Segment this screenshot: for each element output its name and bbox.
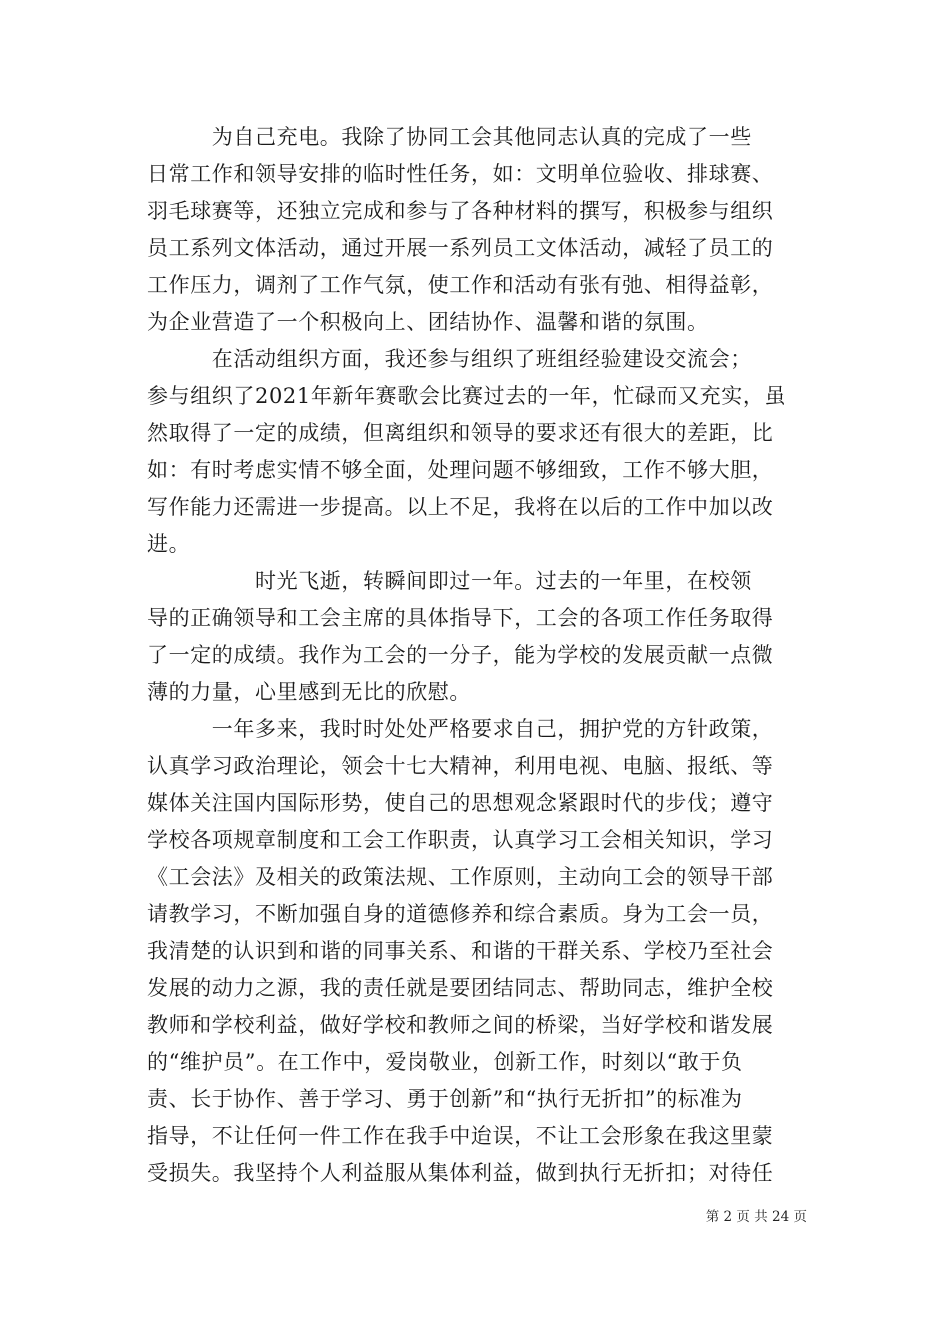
text-line: 如：有时考虑实情不够全面，处理问题不够细致，工作不够大胆， (147, 458, 774, 482)
text-line: 一年多来，我时时处处严格要求自己，拥护党的方针政策， (147, 717, 774, 741)
text-line: 受损失。我坚持个人利益服从集体利益，做到执行无折扣；对待任 (147, 1161, 774, 1185)
text-line: 了一定的成绩。我作为工会的一分子，能为学校的发展贡献一点微 (147, 643, 774, 667)
text-line: 指导，不让任何一件工作在我手中迨误，不让工会形象在我这里蒙 (147, 1124, 774, 1148)
text-line: 时光飞逝，转瞬间即过一年。过去的一年里，在校领 (147, 569, 752, 593)
text-line: 员工系列文体活动，通过开展一系列员工文体活动，减轻了员工的 (147, 236, 774, 260)
text-line: 请教学习，不断加强自身的道德修养和综合素质。身为工会一员， (147, 902, 774, 926)
text-line: 《工会法》及相关的政策法规、工作原则，主动向工会的领导干部 (147, 865, 774, 889)
text-line: 教师和学校利益，做好学校和教师之间的桥梁，当好学校和谐发展 (147, 1013, 774, 1037)
text-line: 日常工作和领导安排的临时性任务，如：文明单位验收、排球赛、 (147, 162, 774, 186)
text-line: 参与组织了2021年新年赛歌会比赛过去的一年，忙碌而又充实，虽 (147, 384, 787, 408)
text-line: 然取得了一定的成绩，但离组织和领导的要求还有很大的差距，比 (147, 421, 774, 445)
text-line: 在活动组织方面，我还参与组织了班组经验建设交流会； (147, 347, 752, 371)
text-line: 学校各项规章制度和工会工作职责，认真学习工会相关知识，学习 (147, 828, 774, 852)
text-line: 认真学习政治理论，领会十七大精神，利用电视、电脑、报纸、等 (147, 754, 774, 778)
text-line: 发展的动力之源，我的责任就是要团结同志、帮助同志，维护全校 (147, 976, 774, 1000)
text-line: 责、长于协作、善于学习、勇于创新”和“执行无折扣”的标准为 (147, 1087, 743, 1111)
text-line: 工作压力，调剂了工作气氛，使工作和活动有张有弛、相得益彰， (147, 273, 774, 297)
text-line: 导的正确领导和工会主席的具体指导下，工会的各项工作任务取得 (147, 606, 774, 630)
text-line: 媒体关注国内国际形势，使自己的思想观念紧跟时代的步伐；遵守 (147, 791, 774, 815)
text-line: 羽毛球赛等，还独立完成和参与了各种材料的撰写，积极参与组织 (147, 199, 774, 223)
text-line: 为自己充电。我除了协同工会其他同志认真的完成了一些 (147, 125, 752, 149)
text-line: 为企业营造了一个积极向上、团结协作、温馨和谐的氛围。 (147, 310, 709, 334)
text-line: 的“维护员”。在工作中，爱岗敬业，创新工作，时刻以“敢于负 (147, 1050, 743, 1074)
text-line: 进。 (147, 532, 191, 556)
page-number-footer: 第 2 页 共 24 页 (705, 1209, 807, 1225)
text-line: 薄的力量，心里感到无比的欣慰。 (147, 680, 471, 704)
text-line: 我清楚的认识到和谐的同事关系、和谐的干群关系、学校乃至社会 (147, 939, 774, 963)
text-line: 写作能力还需进一步提高。以上不足，我将在以后的工作中加以改 (147, 495, 774, 519)
